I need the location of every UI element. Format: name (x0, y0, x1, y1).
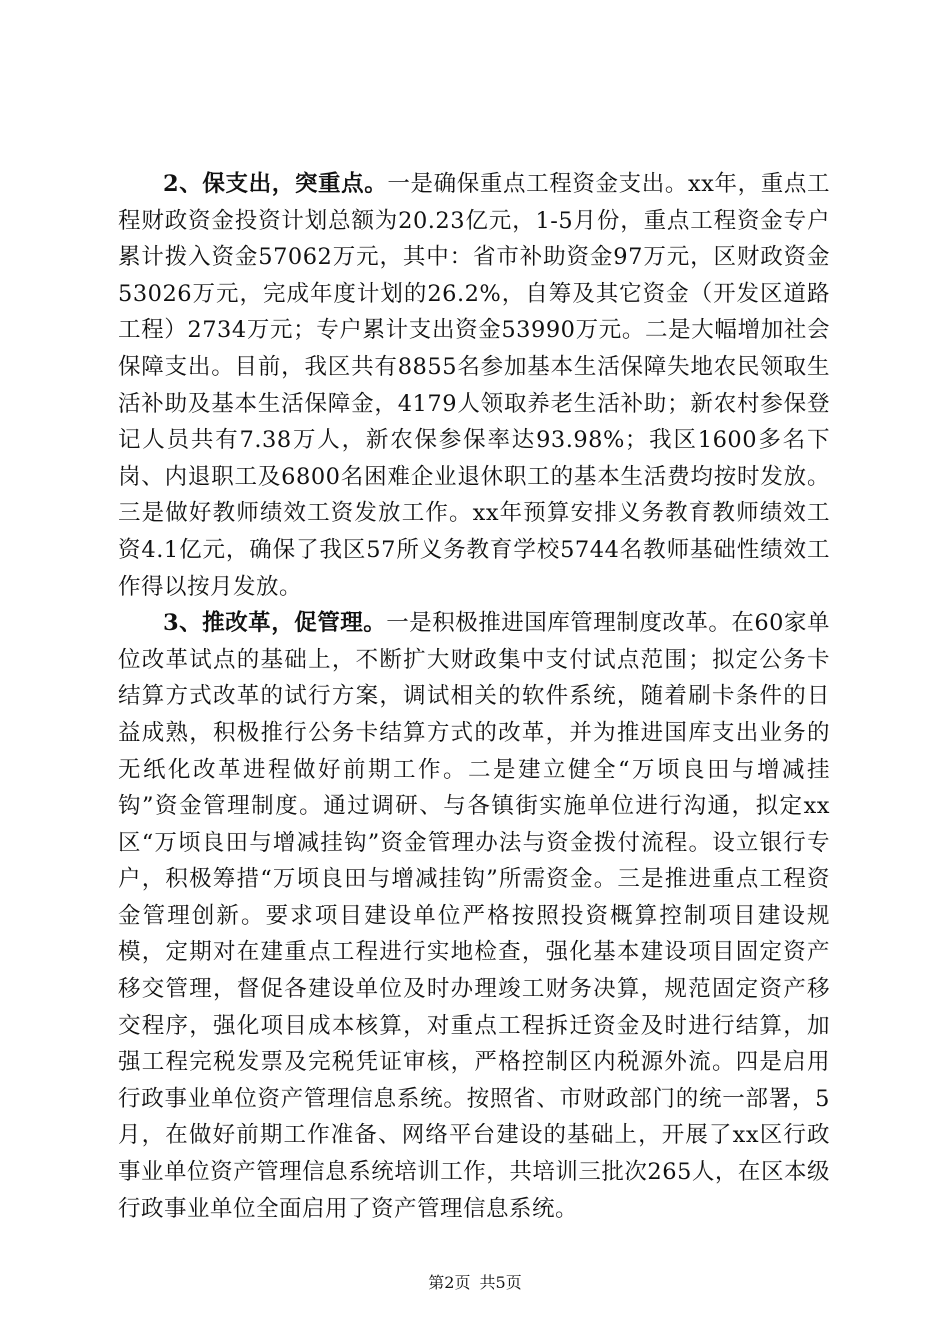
paragraph-1 (118, 166, 830, 605)
paragraph-1-text: 一是确保重点工程资金支出。xx年，重点工程财政资金投资计划总额为20.23亿元，1-5月份，重点工程资金专户累计拨入资金57062万元，其中：省市补助资金97万元，区财政资金53026万元，完成年度计划的26.2%，自筹及其它资金（开发区道路工程）2734万元；专户累计支出资金53990万元。二是大幅增加社会保障支出。目前，我区共有8855名参加基本生活保障失地农民领取生活补助及基本生活保障金，4179人领取养老生活补助；新农村参保登记人员共有7.38万人，新农保参保率达93.98%；我区1600多名下岗、内退职工及6800名困难企业退休职工的基本生活费均按时发放。三是做好教师绩效工资发放工作。xx年预算安排义务教育教师绩效工资4.1亿元，确保了我区57所义务教育学校5744名教师基础性绩效工作得以按月发放。 (118, 171, 830, 600)
paragraph-2-heading: 3、推改革，促管理。 (163, 610, 387, 637)
document-body (118, 166, 830, 1227)
page-footer (0, 1270, 950, 1293)
page-number: 第2页 (428, 1273, 471, 1292)
page-total: 共5页 (479, 1273, 522, 1292)
paragraph-1-heading: 2、保支出，突重点。 (163, 171, 388, 197)
paragraph-2-text: 一是积极推进国库管理制度改革。在60家单位改革试点的基础上，不断扩大财政集中支付试点范围；拟定公务卡结算方式改革的试行方案，调试相关的软件系统，随着刷卡条件的日益成熟，积极推行公务卡结算方式的改革，并为推进国库支出业务的无纸化改革进程做好前期工作。二是建立健全“万顷良田与增减挂钩”资金管理制度。通过调研、与各镇街实施单位进行沟通，拟定xx区“万顷良田与增减挂钩”资金管理办法与资金拨付流程。设立银行专户，积极筹措“万顷良田与增减挂钩”所需资金。三是推进重点工程资金管理创新。要求项目建设单位严格按照投资概算控制项目建设规模，定期对在建重点工程进行实地检查，强化基本建设项目固定资产移交管理，督促各建设单位及时办理竣工财务决算，规范固定资产移交程序，强化项目成本核算，对重点工程拆迁资金及时进行结算，加强工程完税发票及完税凭证审核，严格控制区内税源外流。四是启用行政事业单位资产管理信息系统。按照省、市财政部门的统一部署，5月，在做好前期工作准备、网络平台建设的基础上，开展了xx区行政事业单位资产管理信息系统培训工作，共培训三批次265人，在区本级行政事业单位全面启用了资产管理信息系统。 (118, 610, 830, 1222)
paragraph-2 (118, 605, 830, 1227)
